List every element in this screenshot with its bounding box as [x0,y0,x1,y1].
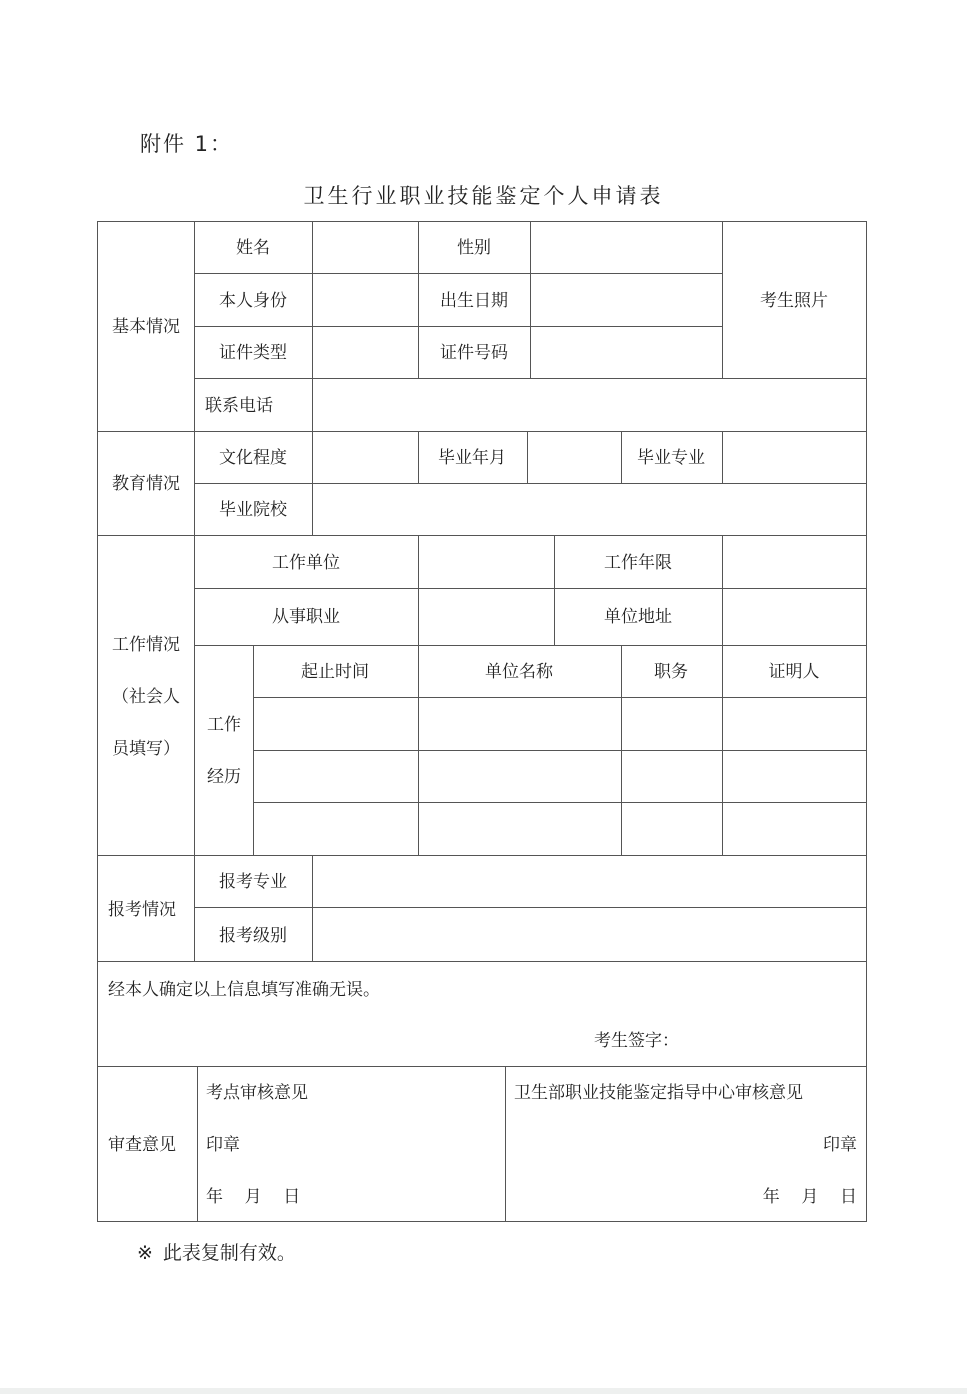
section-basic-info: 基本情况 [112,317,180,337]
signature-label: 考生签字： [594,1031,679,1051]
grid-line [194,221,195,961]
grid-line [621,645,622,855]
grid-line [253,750,867,751]
site-date-label: 年 月 日 [206,1187,301,1207]
label-education-level: 文化程度 [219,448,287,468]
label-occupation: 从事职业 [272,607,340,627]
copy-valid-note [137,1238,296,1265]
grid-line [253,802,867,803]
label-photo: 考生照片 [760,291,828,311]
label-gender: 性别 [457,238,491,258]
form-title: 卫生行业职业技能鉴定个人申请表 [303,184,664,208]
column-header: 证明人 [768,662,820,682]
grid-line [97,535,867,536]
label-unit-address: 单位地址 [604,607,672,627]
grid-line [194,588,867,589]
grid-line [418,535,419,855]
center-review-title: 卫生部职业技能鉴定指导中心审核意见 [514,1083,803,1103]
center-seal-label: 印章 [823,1135,857,1155]
grid-line [312,855,313,961]
site-review-title: 考点审核意见 [206,1083,308,1103]
grid-line [194,483,867,484]
section-work-note: （社会人 [112,687,180,707]
label-birth-date: 出生日期 [440,291,508,311]
grid-line [722,221,723,378]
reference-mark-icon: ※ [137,1242,153,1264]
grid-line [418,221,419,378]
label-name: 姓名 [236,238,270,258]
grid-line [194,326,722,327]
section-work: 工作情况 [112,635,180,655]
grid-line [194,273,722,274]
declaration-text: 经本人确定以上信息填写准确无误。 [108,980,380,1000]
grid-line [530,221,531,378]
attachment-label: 附件 1： [140,132,234,156]
grid-line [97,855,867,856]
grid-line [97,1066,867,1067]
label-work-years: 工作年限 [604,553,672,573]
column-header: 职务 [654,662,688,682]
grid-line [418,431,419,483]
copy-valid-text: 此表复制有效。 [162,1242,296,1264]
column-header: 单位名称 [485,662,553,682]
label-graduation-major: 毕业专业 [637,448,705,468]
grid-line [527,431,528,483]
center-date-label: 年 月 日 [762,1187,857,1207]
label-id-number: 证件号码 [440,343,508,363]
grid-line [194,907,867,908]
label-graduation-school: 毕业院校 [219,500,287,520]
grid-line [194,378,867,379]
label-phone: 联系电话 [205,396,273,416]
label-id-type: 证件类型 [219,343,287,363]
site-seal-label: 印章 [206,1135,240,1155]
label-work-history: 工作 [207,715,241,735]
label-graduation-date: 毕业年月 [438,448,506,468]
label-identity: 本人身份 [219,291,287,311]
grid-line [197,1066,198,1222]
section-review: 审查意见 [108,1135,176,1155]
section-exam: 报考情况 [108,900,176,920]
section-work-note: 员填写） [112,739,180,759]
column-header: 起止时间 [301,662,369,682]
grid-line [194,645,867,646]
grid-line [97,431,867,432]
grid-line [253,697,867,698]
label-exam-level: 报考级别 [219,926,287,946]
label-work-history: 经历 [207,767,241,787]
label-work-unit: 工作单位 [272,553,340,573]
label-exam-major: 报考专业 [219,872,287,892]
grid-line [253,645,254,855]
grid-line [621,431,622,483]
grid-line [97,961,867,962]
grid-line [312,221,313,535]
section-education: 教育情况 [112,474,180,494]
grid-line [722,535,723,855]
grid-line [722,431,723,483]
grid-line [554,535,555,645]
page-edge [0,1388,967,1394]
grid-line [505,1066,506,1222]
